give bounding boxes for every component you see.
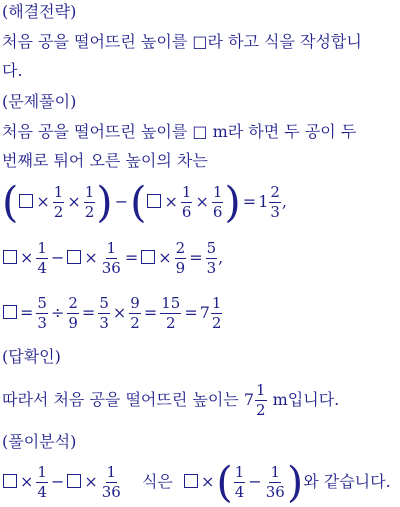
fraction: $\frac{1}{2}$ — [84, 183, 95, 221]
minus: − — [50, 248, 65, 267]
times: × — [195, 192, 209, 211]
fraction: $\frac{9}{2}$ — [130, 294, 140, 332]
fraction: $\frac{5}{3}$ — [37, 294, 47, 332]
paren-left: ( — [130, 177, 147, 227]
minus: − — [114, 192, 129, 211]
fraction: $\frac{1}{2}$ — [256, 381, 266, 419]
fraction: $\frac{5}{3}$ — [99, 294, 109, 332]
box-icon — [67, 474, 81, 488]
box-icon — [19, 194, 33, 208]
times: × — [20, 248, 34, 267]
fraction: $\frac{1}{36}$ — [101, 239, 121, 277]
fraction: $\frac{1}{6}$ — [212, 183, 223, 221]
text-line-1: 처음 공을 떨어뜨린 높이를 □라 하고 식을 작성합니 — [2, 32, 362, 51]
fraction: $\frac{1}{4}$ — [37, 239, 47, 277]
times: × — [20, 472, 34, 491]
box-icon — [141, 250, 155, 264]
paren-left: ( — [216, 457, 233, 507]
box-icon — [184, 474, 198, 488]
equals: = — [20, 303, 34, 322]
fraction: $\frac{1}{2}$ — [211, 294, 222, 332]
section-heading-analysis: (풀이분석) — [2, 432, 77, 451]
fraction: $\frac{1}{4}$ — [37, 463, 47, 501]
answer-text-end: m입니다. — [267, 390, 340, 409]
divide: ÷ — [50, 303, 65, 322]
section-heading-strategy: (해결전략) — [2, 2, 77, 21]
whole-part: 1 — [258, 192, 269, 211]
times: × — [112, 303, 127, 322]
fraction: $\frac{2}{9}$ — [175, 239, 186, 277]
section-heading-check: (답확인) — [2, 347, 61, 366]
answer-text: 따라서 처음 공을 떨어뜨린 높이는 7 — [2, 390, 254, 409]
fraction: $\frac{1}{2}$ — [53, 183, 64, 221]
equals: = — [184, 303, 198, 322]
equals: = — [143, 303, 158, 322]
text-line-2: 다. — [2, 61, 23, 80]
box-icon — [3, 305, 17, 319]
times: × — [84, 472, 98, 491]
times: × — [67, 192, 81, 211]
text-line-4: 번째로 튀어 오른 높이의 차는 — [2, 151, 208, 170]
equals: = — [81, 303, 96, 322]
minus: − — [248, 472, 262, 491]
equals: = — [124, 248, 139, 267]
box-icon — [147, 194, 161, 208]
equation-1 — [2, 177, 288, 227]
equals: = — [242, 192, 257, 211]
equation-3 — [2, 291, 223, 335]
times: × — [158, 248, 172, 267]
fraction: $\frac{1}{36}$ — [101, 463, 121, 501]
times: × — [200, 472, 215, 491]
answer-line — [2, 378, 339, 422]
fraction: $\frac{15}{2}$ — [161, 294, 181, 332]
minus: − — [50, 472, 65, 491]
fraction: $\frac{2}{3}$ — [270, 183, 280, 221]
times: × — [164, 192, 178, 211]
analysis-text: 식은 — [141, 472, 173, 491]
comma: , — [218, 248, 224, 267]
fraction: $\frac{1}{4}$ — [234, 463, 245, 501]
times: × — [84, 248, 98, 267]
fraction: $\frac{5}{3}$ — [206, 239, 217, 277]
section-heading-solution: (문제풀이) — [2, 92, 77, 111]
equation-2 — [2, 236, 223, 280]
paren-right: ) — [286, 457, 304, 507]
box-icon — [3, 250, 17, 264]
whole-part: 7 — [199, 303, 210, 322]
comma: , — [281, 192, 288, 211]
analysis-line — [2, 457, 391, 507]
paren-left: ( — [2, 177, 19, 227]
paren-right: ) — [96, 177, 113, 227]
box-icon — [3, 474, 17, 488]
analysis-text-end: 와 같습니다. — [303, 472, 391, 491]
times: × — [36, 192, 50, 211]
equals: = — [189, 248, 203, 267]
paren-right: ) — [224, 177, 241, 227]
text-line-3: 처음 공을 떨어뜨린 높이를 □ m라 하면 두 공이 두 — [2, 122, 357, 141]
fraction: $\frac{1}{36}$ — [265, 463, 285, 501]
box-icon — [67, 250, 81, 264]
fraction: $\frac{2}{9}$ — [68, 294, 78, 332]
fraction: $\frac{1}{6}$ — [181, 183, 192, 221]
